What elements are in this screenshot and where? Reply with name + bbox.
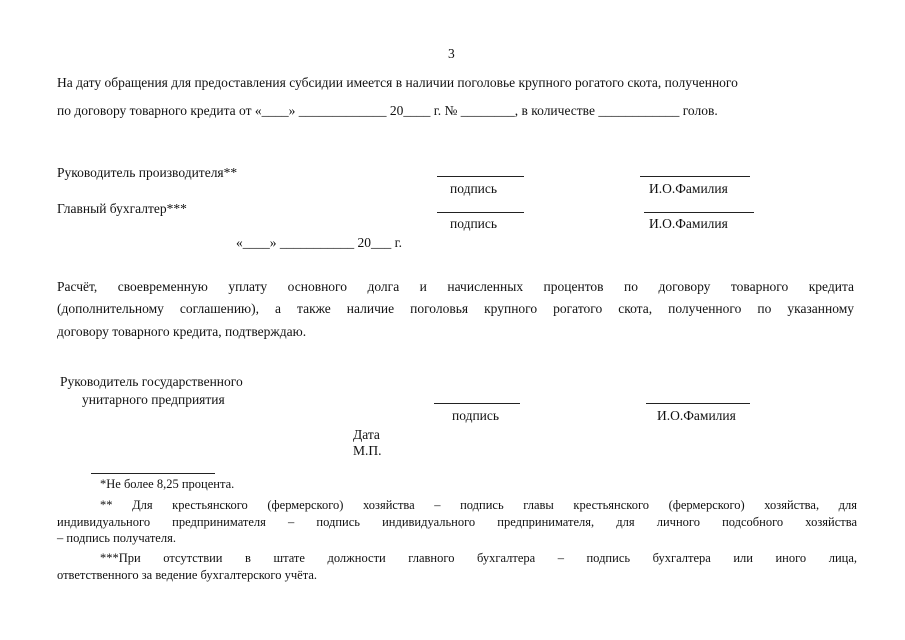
stamp-label: М.П. xyxy=(353,443,382,458)
signature-caption: подпись xyxy=(450,216,498,231)
footnote-3-line-1: ***При отсутствии в штате должности главного бухгалтера – подпись бухгалтера или иного лица, xyxy=(100,551,857,565)
confirmation-line-1: Расчёт, своевременную уплату основного долга и начисленных процентов по договору товарного кредита xyxy=(57,279,854,294)
footnote-2-line-2: индивидуального предпринимателя – подпись индивидуального предпринимателя, для личного подсобного хозяйства xyxy=(57,515,857,529)
producer-head-label: Руководитель производителя** xyxy=(57,165,238,180)
footnote-1: *Не более 8,25 процента. xyxy=(100,477,235,491)
enterprise-head-label-line-1: Руководитель государственного xyxy=(60,374,243,389)
intro-line-2: по договору товарного кредита от «____» _____________ 20____ г. № ________, в количестве ____________ голов. xyxy=(57,103,718,118)
name-caption: И.О.Фамилия xyxy=(649,216,728,231)
name-caption: И.О.Фамилия xyxy=(657,408,736,423)
name-caption: И.О.Фамилия xyxy=(649,181,728,196)
chief-accountant-label: Главный бухгалтер*** xyxy=(57,201,187,216)
date-label: Дата xyxy=(353,427,380,442)
signature-line xyxy=(434,403,520,404)
intro-line-1: На дату обращения для предоставления субсидии имеется в наличии поголовье крупного рогатого скота, полученного xyxy=(57,75,738,90)
signature-line xyxy=(437,176,524,177)
enterprise-head-label-line-2: унитарного предприятия xyxy=(82,392,225,407)
name-line xyxy=(640,176,750,177)
signature-caption: подпись xyxy=(450,181,498,196)
footnote-2-line-1: ** Для крестьянского (фермерского) хозяйства – подпись главы крестьянского (фермерского) хозяйства, для xyxy=(100,498,857,512)
footnote-separator xyxy=(91,473,215,474)
signature-caption: подпись xyxy=(452,408,500,423)
name-line xyxy=(646,403,750,404)
confirmation-line-2: (дополнительному соглашению), а также наличие поголовья крупного рогатого скота, полученного по указанному xyxy=(57,301,854,316)
footnote-3-line-2: ответственного за ведение бухгалтерского учёта. xyxy=(57,568,317,582)
page-number: 3 xyxy=(448,46,455,61)
footnote-2-line-3: – подпись получателя. xyxy=(57,531,176,545)
date-line: «____» ___________ 20___ г. xyxy=(236,235,403,250)
confirmation-line-3: договору товарного кредита, подтверждаю. xyxy=(57,324,307,339)
